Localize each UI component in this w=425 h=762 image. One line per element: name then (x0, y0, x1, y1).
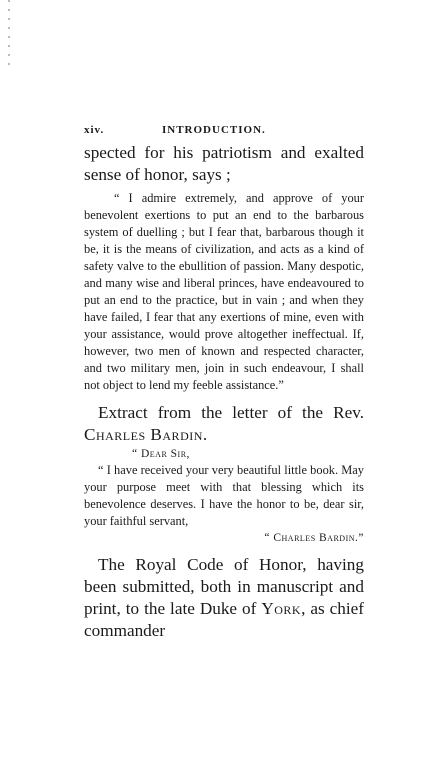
closing-text-start: The Royal Code of Honor, having been submitted, both in manuscript and print, to the late Duke of (84, 555, 364, 618)
closing-paragraph (84, 554, 364, 642)
closing-name: York (261, 599, 302, 618)
extract-name: Charles Bardin. (84, 425, 208, 444)
letter-signature: “ Charles Bardin.” (264, 532, 364, 544)
page-header (84, 124, 364, 142)
book-page (84, 124, 364, 642)
running-title: INTRODUCTION. (162, 124, 266, 136)
margin-marks (8, 0, 10, 70)
opening-paragraph: spected for his patriotism and exalted sense of honor, says ; (84, 143, 364, 184)
extract-intro (84, 402, 364, 446)
page-number: xiv. (84, 124, 105, 136)
closing-text-end: , as chief commander (84, 599, 364, 640)
letter-salutation: “ Dear Sir, (132, 448, 190, 460)
letter-body: “ I have received your very beautiful little book. May your purpose meet with that blessing which its benevolence deserves. I have the honor to be, dear sir, your faithful servant, (84, 463, 364, 528)
quote-paragraph: “ I admire extremely, and approve of your benevolent exertions to put an end to the barbarous system of duelling ; but I fear that, barbarous though it be, it is the means of civilization, and acts as a kind of safety valve to the ebullition of passion. Many despotic, and many wise and liberal princes, have endeavoured to put an end to the practice, but in vain ; and when they have failed, I fear that any exertions of mine, even with your assistance, would prove altogether ineffectual. If, however, two men of known and respected character, and two military men, join in such endeavour, I shall not object to lend my feeble assistance.” (84, 191, 364, 392)
extract-intro-text: Extract from the letter of the Rev. (98, 403, 364, 422)
